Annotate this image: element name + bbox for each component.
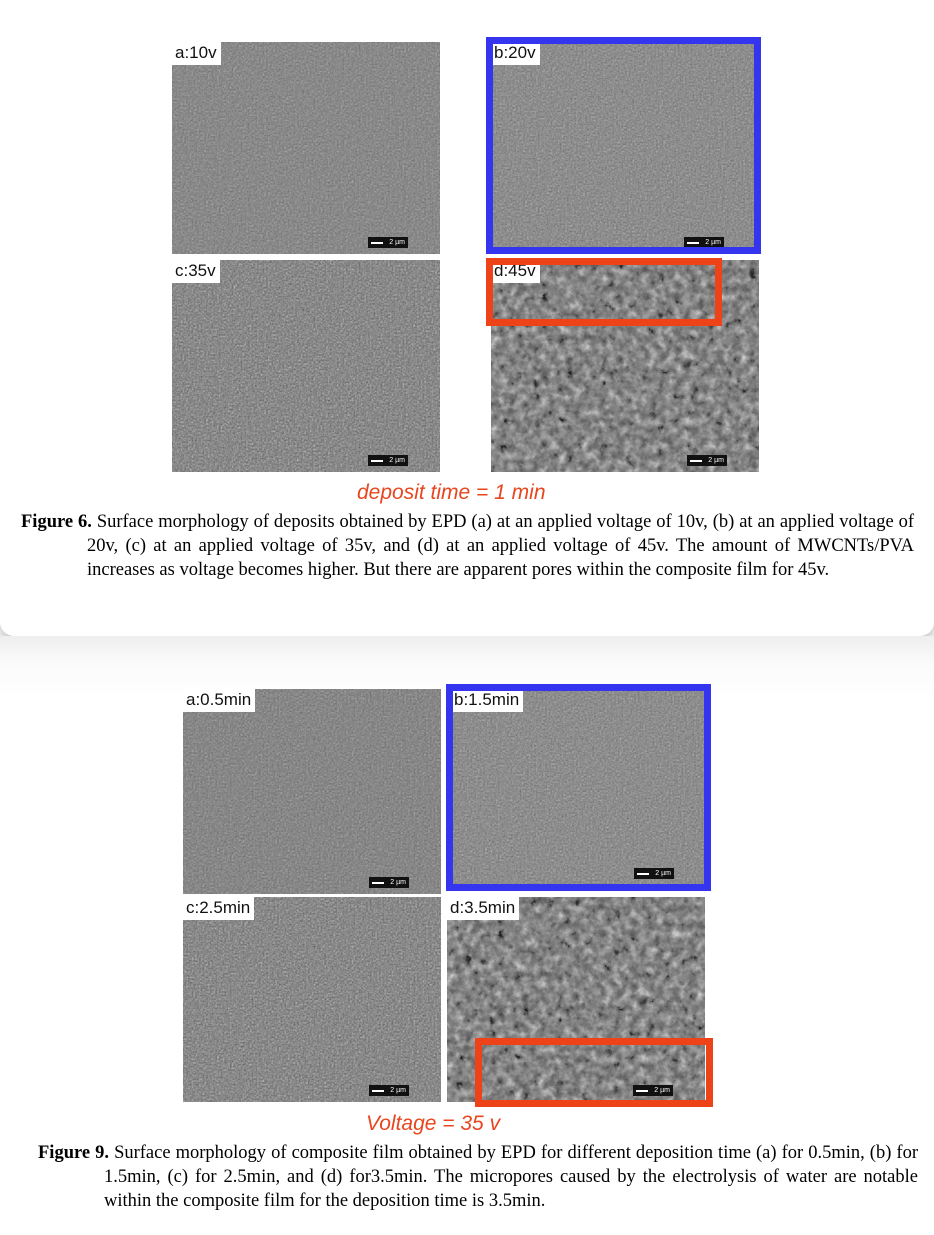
highlight-box-blue [446,684,711,891]
panel-label: d:45v [491,260,540,283]
highlight-box-orange [475,1038,713,1107]
annotation-voltage: Voltage = 35 v [366,1112,501,1135]
caption-text: Surface morphology of composite film obtained by EPD for different deposition time (a) for 0.5min, (b) for 1.5min, (c) for 2.5min, and (d) for3.5min. The micropores caused by the electrolysis of water are notable within the composite film for the deposition time is 3.5min. [104,1143,918,1211]
sem-image-a [183,689,441,894]
caption-label: Figure 9. [38,1143,109,1163]
scale-bar: 2 µm [368,455,408,466]
sem-image-c [183,897,441,1102]
figure-6-caption [21,510,914,582]
scale-bar: 2 µm [369,877,409,888]
caption-label: Figure 6. [21,512,92,532]
panel-label: a:10v [172,42,221,65]
scale-bar: 2 µm [369,1085,409,1096]
panel-label: d:3.5min [447,897,519,920]
scale-bar: 2 µm [684,237,724,248]
sem-image-a [172,42,440,254]
scale-bar: 2 µm [368,237,408,248]
panel-label: c:2.5min [183,897,254,920]
sem-image-c [172,260,440,472]
figure-9-caption [38,1141,918,1213]
annotation-deposit-time: deposit time = 1 min [357,481,546,504]
scale-bar: 2 µm [634,868,674,879]
highlight-box-blue [486,37,761,254]
panel-label: b:1.5min [451,689,523,712]
highlight-box-orange [486,258,722,326]
panel-label: b:20v [491,42,540,65]
panel-label: c:35v [172,260,220,283]
caption-text: Surface morphology of deposits obtained by EPD (a) at an applied voltage of 10v, (b) at an applied voltage of 20v, (c) at an applied voltage of 35v, and (d) at an applied voltage of 45v. The amount of MWCNTs/PVA increases as voltage becomes higher. But there are apparent pores within the composite film for 45v. [87,512,915,580]
scale-bar: 2 µm [633,1085,673,1096]
panel-label: a:0.5min [183,689,255,712]
scale-bar: 2 µm [687,455,727,466]
